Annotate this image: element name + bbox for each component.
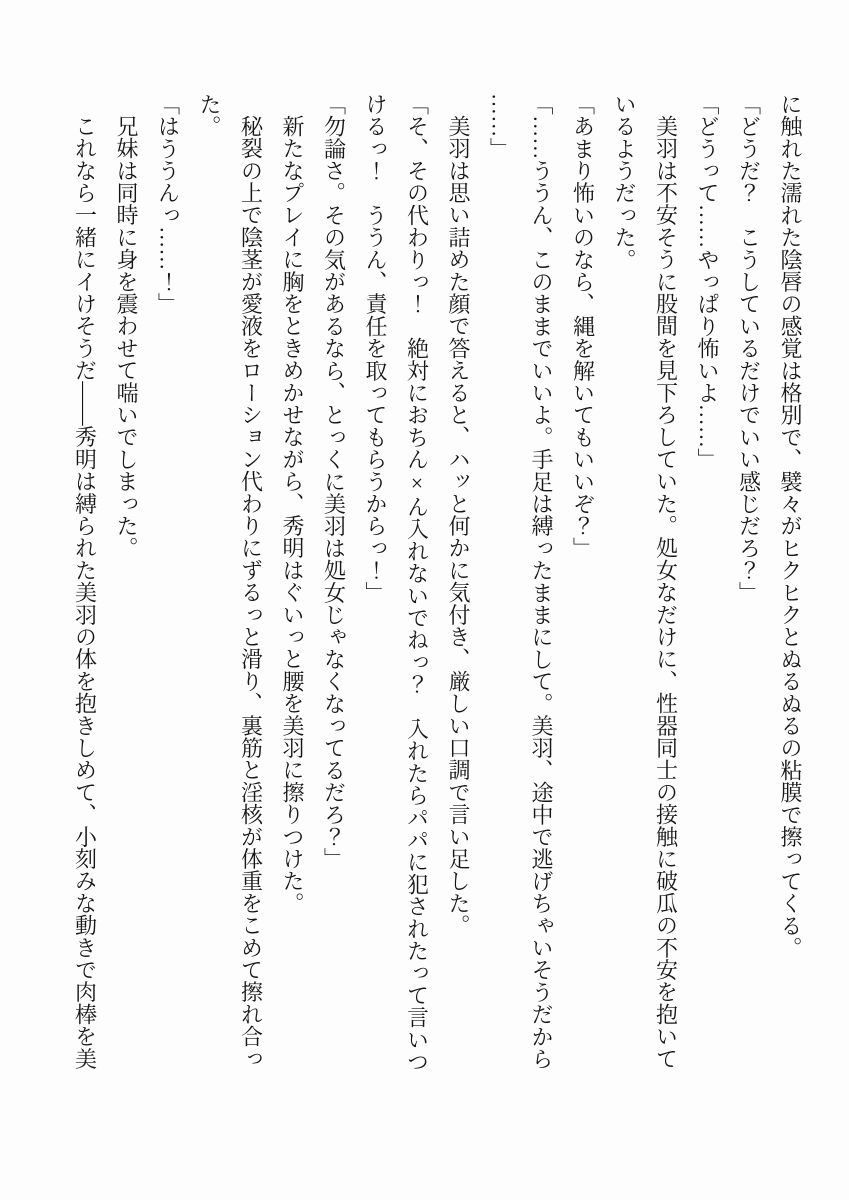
text-line: これなら一緒にイけそうだ――秀明は縛られた美羽の体を抱きしめて、小刻みな動きで肉棒を美 [72,115,98,1070]
text-line: 美羽は思い詰めた顔で答えると、ハッと何かに気付き、厳しい口調で言い足した。 [446,115,471,937]
text-line: けるっ！ ううん、責任を取ってもらうからっ！」 [363,93,388,604]
text-line: 兄妹は同時に身を震わせて喘いでしまった。 [114,115,139,559]
text-line: いるようだった。 [612,93,637,271]
text-line: 「……ううん、このままでいいよ。手足は縛ったままにして。美羽、途中で逃げちゃいそうだから [529,93,554,1070]
text-line: 美羽は不安そうに股間を見下ろしていた。処女なだけに、性器同士の接触に破瓜の不安を抱いて [653,115,679,1070]
text-line: 「はううんっ……！」 [155,93,181,315]
text-line: 新たなプレイに胸をときめかせながら、秀明はぐいっと腰を美羽に擦りつけた。 [280,115,305,915]
text-line: た。 [197,93,222,138]
text-line: 秘裂の上で陰茎が愛液をローション代わりにずるっと滑り、裏筋と淫核が体重をこめて擦れ合っ [238,115,264,1070]
text-line: 「勿論さ。その気があるなら、とっくに美羽は処女じゃなくなってるだろ？」 [321,93,347,870]
text-line: ……」 [487,93,513,160]
text-line: 「どうって……やっぱり怖いよ……」 [695,93,720,471]
text-line: に触れた濡れた陰唇の感覚は格別で、襞々がヒクヒクとぬるぬるの粘膜で擦ってくる。 [778,93,803,959]
text-line: 「あまり怖いのなら、縄を解いてもいいぞ？」 [570,93,596,560]
text-line: 「どうだ？ こうしているだけでいい感じだろ？」 [736,93,762,604]
vertical-text-block [64,93,811,1073]
text-line: 「そ、その代わりっ！ 絶対におちん×ん入れないでねっ？ 入れたらパパに犯されたって言いつ [404,93,430,1073]
